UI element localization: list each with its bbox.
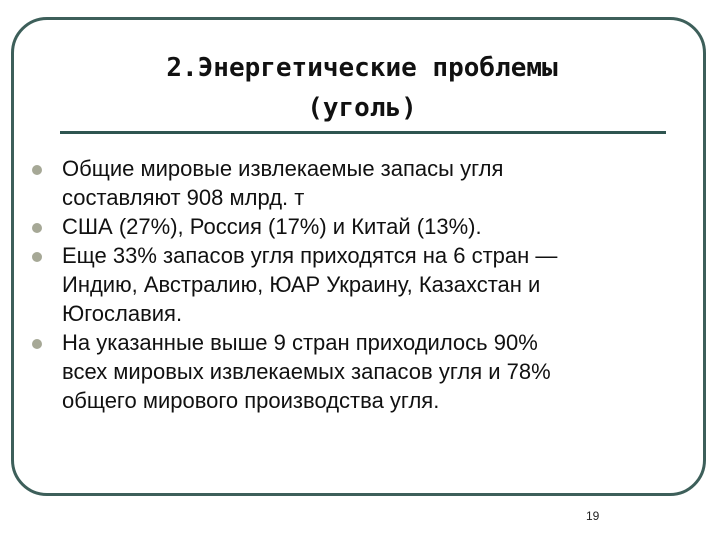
title-line-1: 2.Энергетические проблемы bbox=[166, 53, 558, 83]
bullet-item-2 bbox=[26, 212, 686, 241]
bullet-dot-icon bbox=[32, 165, 42, 175]
bullet-item-3 bbox=[26, 241, 686, 328]
slide-title bbox=[60, 48, 664, 128]
bullet-item-1 bbox=[26, 154, 686, 212]
bullet-3-line-1: Еще 33% запасов угля приходятся на 6 стран — bbox=[62, 243, 558, 268]
title-line-2: (уголь) bbox=[307, 93, 417, 123]
page-number: 19 bbox=[586, 509, 600, 523]
bullet-dot-icon bbox=[32, 339, 42, 349]
bullet-dot-icon bbox=[32, 252, 42, 262]
bullet-item-4 bbox=[26, 328, 686, 415]
bullet-3-line-2: Индию, Австралию, ЮАР Украину, Казахстан и bbox=[62, 272, 541, 297]
bullet-4-line-2: всех мировых извлекаемых запасов угля и 78% bbox=[62, 359, 551, 384]
bullet-1-line-1: Общие мировые извлекаемые запасы угля bbox=[62, 156, 504, 181]
bullet-4-line-3: общего мирового производства угля. bbox=[62, 388, 440, 413]
bullet-dot-icon bbox=[32, 223, 42, 233]
bullet-list bbox=[26, 154, 686, 415]
title-divider bbox=[60, 131, 666, 134]
bullet-1-line-2: составляют 908 млрд. т bbox=[62, 185, 305, 210]
bullet-2-line-1: США (27%), Россия (17%) и Китай (13%). bbox=[62, 214, 482, 239]
bullet-3-line-3: Югославия. bbox=[62, 301, 183, 326]
bullet-4-line-1: На указанные выше 9 стран приходилось 90% bbox=[62, 330, 538, 355]
